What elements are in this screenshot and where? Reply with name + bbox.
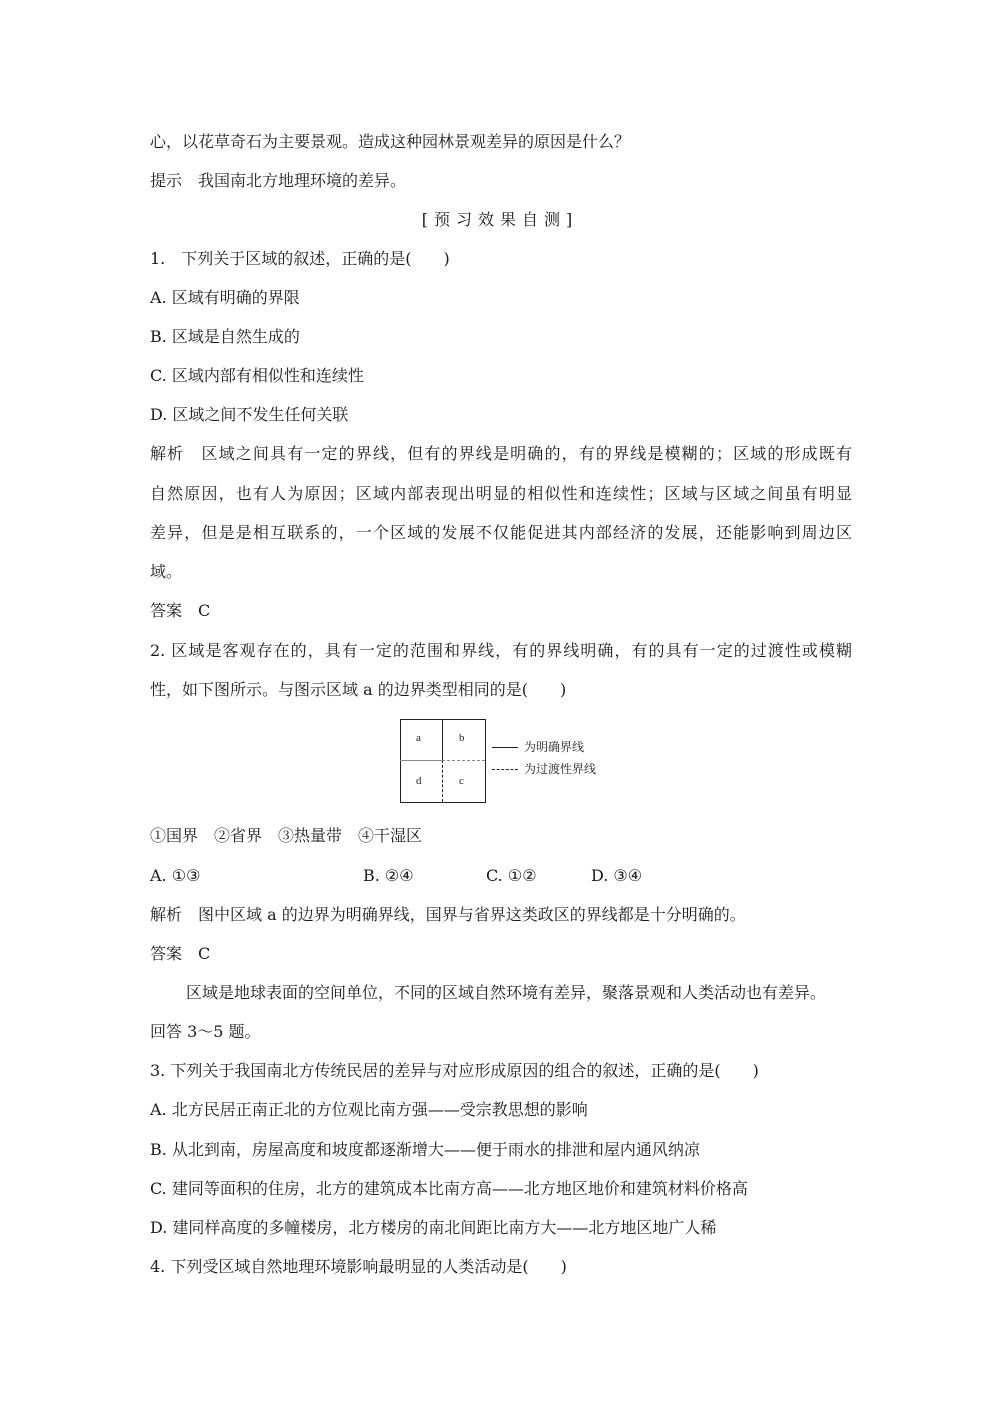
- q2-analysis-text: 图中区域 a 的边界为明确界线，国界与省界这类政区的界线都是十分明确的。: [198, 905, 746, 924]
- dashed-line-swatch: [492, 769, 518, 770]
- diagram-dashed-vertical-line: [442, 760, 443, 802]
- hint-text: 我国南北方地理环境的差异。: [198, 171, 407, 190]
- q1-analysis-line-1: [150, 444, 852, 464]
- q1-option-c: C. 区域内部有相似性和连续性: [150, 366, 364, 385]
- boundary-diagram: [400, 719, 486, 803]
- q1-option-b: B. 区域是自然生成的: [150, 327, 300, 346]
- q1-answer-line: [150, 601, 210, 621]
- q1-analysis-line-4: 域。: [150, 562, 183, 581]
- diagram-outer-border: [400, 719, 486, 803]
- hint-label: 提示: [150, 171, 183, 190]
- q2-analysis-line: [150, 905, 746, 925]
- legend-dashed-label: 为过渡性界线: [524, 762, 597, 776]
- legend-solid: [492, 738, 584, 755]
- legend-dashed: [492, 760, 596, 777]
- q1-analysis-line-2: 自然原因，也有人为原因；区域内部表现出明显的相似性和连续性；区域与区域之间虽有明显: [150, 484, 852, 503]
- q4-stem: 4. 下列受区域自然地理环境影响最明显的人类活动是( ): [150, 1257, 567, 1276]
- q3-option-b: B. 从北到南，房屋高度和坡度都逐渐增大——便于雨水的排泄和屋内通风纳凉: [150, 1140, 700, 1159]
- passage-line-2: 回答 3～5 题。: [150, 1022, 261, 1041]
- legend-solid-label: 为明确界线: [524, 740, 585, 754]
- q1-stem: 1. 下列关于区域的叙述，正确的是( ): [150, 249, 450, 268]
- diagram-horizontal-line-left: [400, 760, 442, 761]
- intro-continuation: 心，以花草奇石为主要景观。造成这种园林景观差异的原因是什么？: [150, 132, 631, 151]
- q3-option-c: C. 建同等面积的住房，北方的建筑成本比南方高——北方地区地价和建筑材料价格高: [150, 1179, 748, 1198]
- region-label-a: a: [416, 732, 421, 744]
- q1-analysis-line-3: 差异，但是是相互联系的，一个区域的发展不仅能促进其内部经济的发展，还能影响到周边区: [150, 523, 852, 542]
- q2-option-d: D. ③④: [591, 866, 643, 885]
- q2-answer-label: 答案: [150, 944, 183, 963]
- q1-answer: C: [198, 601, 211, 620]
- diagram-solid-vertical-line: [442, 719, 443, 760]
- section-title: [预习效果自测]: [421, 210, 579, 229]
- diagram-dashed-horizontal-line-right: [442, 760, 485, 761]
- region-label-b: b: [459, 732, 465, 744]
- q2-items: ①国界 ②省界 ③热量带 ④干湿区: [150, 826, 423, 845]
- region-label-c: c: [459, 775, 464, 787]
- region-label-d: d: [416, 775, 422, 787]
- solid-line-swatch: [492, 747, 518, 748]
- q1-analysis-text-1: 区域之间具有一定的界线，但有的界线是明确的，有的界线是模糊的；区域的形成既有: [200, 444, 852, 463]
- q1-analysis-label: 解析: [150, 444, 185, 463]
- passage-line-1: 区域是地球表面的空间单位，不同的区域自然环境有差异，聚落景观和人类活动也有差异。: [186, 983, 827, 1002]
- q1-option-d: D. 区域之间不发生任何关联: [150, 405, 349, 424]
- q2-answer-line: [150, 944, 210, 964]
- q2-analysis-label: 解析: [150, 905, 183, 924]
- q1-option-a: A. 区域有明确的界限: [150, 288, 300, 307]
- q2-option-b: B. ②④: [363, 866, 414, 885]
- q2-answer: C: [198, 944, 211, 963]
- q2-option-c: C. ①②: [486, 866, 537, 885]
- q2-stem-line-1: 2. 区域是客观存在的，具有一定的范围和界线，有的界线明确，有的具有一定的过渡性或模糊: [150, 641, 852, 660]
- q3-stem: 3. 下列关于我国南北方传统民居的差异与对应形成原因的组合的叙述，正确的是( ): [150, 1061, 759, 1080]
- q1-answer-label: 答案: [150, 601, 183, 620]
- q2-stem-line-2: 性，如下图所示。与图示区域 a 的边界类型相同的是( ): [150, 680, 567, 699]
- q3-option-a: A. 北方民居正南正北的方位观比南方强——受宗教思想的影响: [150, 1100, 588, 1119]
- q2-option-a: A. ①③: [150, 866, 201, 885]
- hint-line: [150, 171, 406, 191]
- q3-option-d: D. 建同样高度的多幢楼房，北方楼房的南北间距比南方大——北方地区地广人稀: [150, 1218, 717, 1237]
